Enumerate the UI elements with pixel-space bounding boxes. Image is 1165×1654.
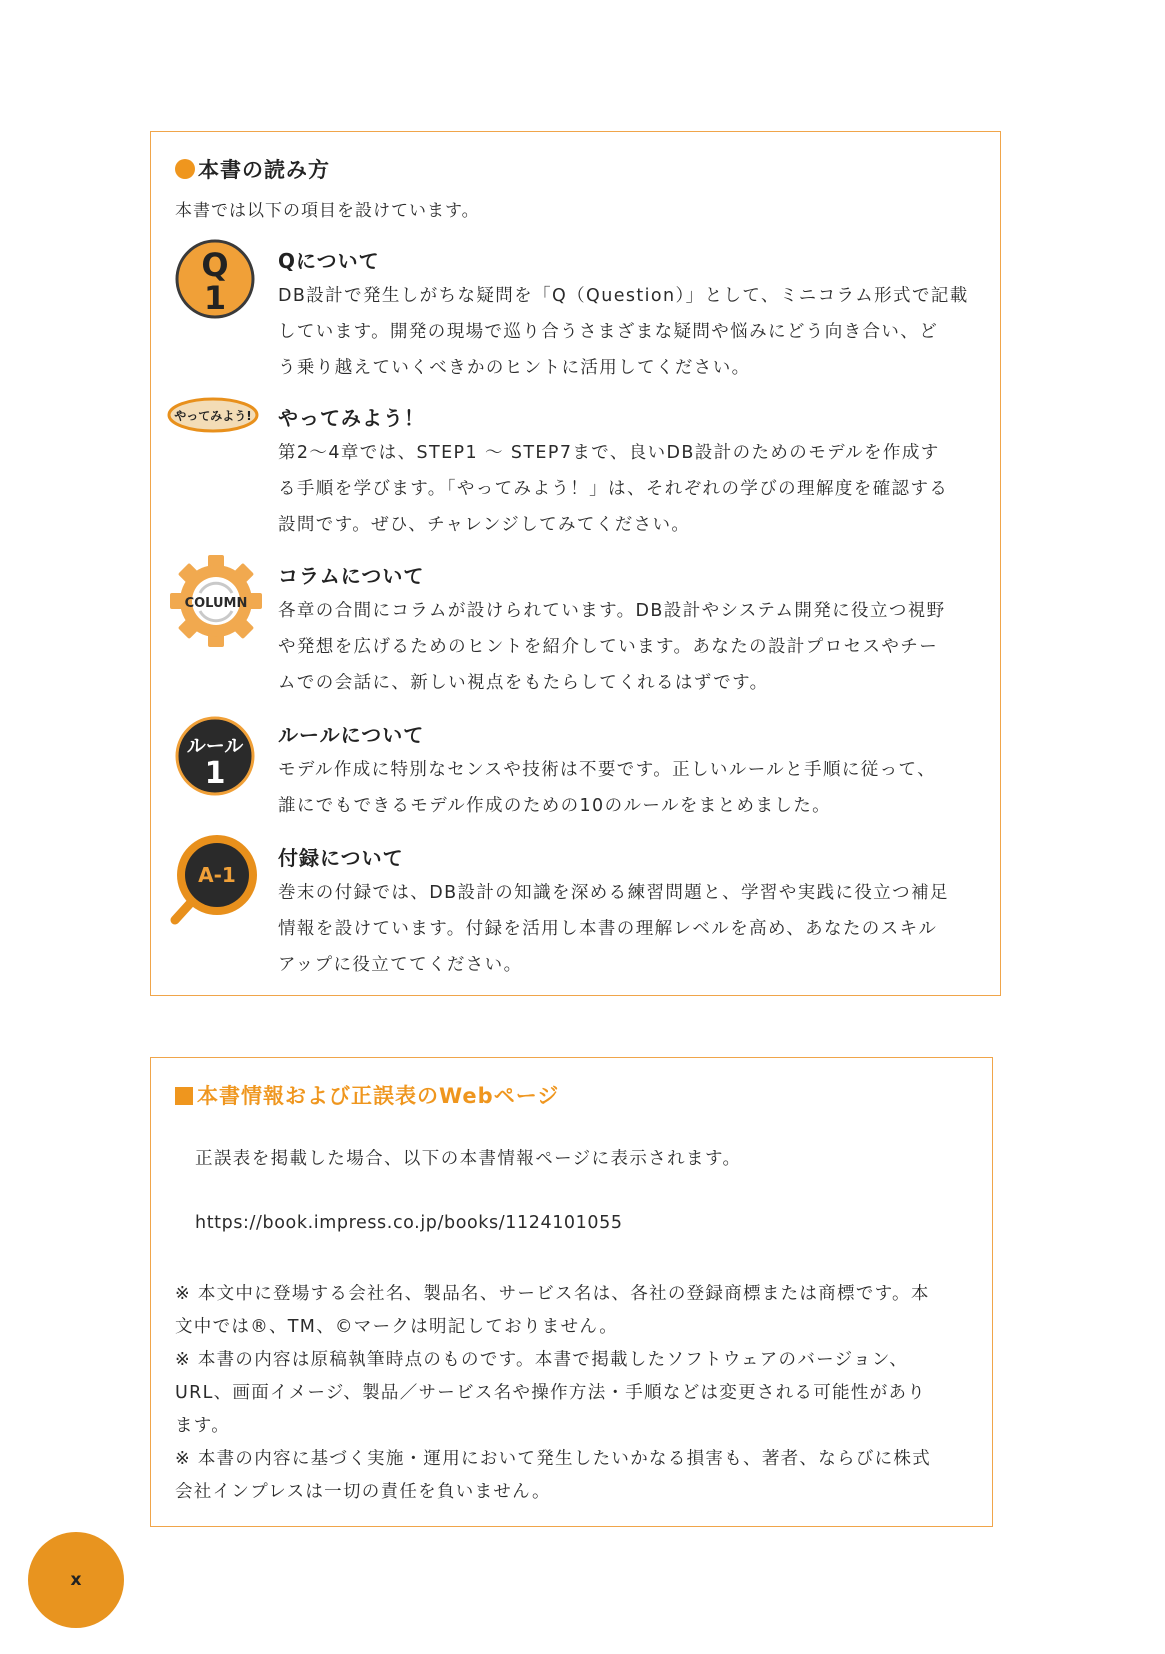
item-text-line: ムでの会話に、新しい視点をもたらしてくれるはずです。 [278, 673, 769, 693]
appendix-magnifier-icon [169, 830, 265, 930]
note-line: ※ 本書の内容に基づく実施・運用において発生したいかなる損害も、著者、ならびに株式 [175, 1449, 932, 1469]
note-line: ※ 本文中に登場する会社名、製品名、サービス名は、各社の登録商標または商標です。本 [175, 1284, 930, 1304]
notes-block [175, 1278, 931, 1509]
item-text-line: モデル作成に特別なセンスや技術は不要です。正しいルールと手順に従って、 [278, 760, 936, 780]
rule-badge-text: ルール [186, 735, 244, 757]
yattemiyou-badge-icon [166, 396, 260, 434]
yattemiyou-badge-text: やってみよう! [174, 409, 252, 423]
item-text-line: 各章の合間にコラムが設けられています。DB設計やシステム開発に役立つ視野 [278, 601, 946, 621]
item-text-line: 第2～4章では、STEP1 ～ STEP7まで、良いDB設計のためのモデルを作成す [278, 443, 940, 463]
q-badge-letter: Q [201, 246, 229, 284]
item-text-line: アップに役立ててください。 [278, 955, 523, 975]
note-line: 会社インプレスは一切の責任を負いません。 [175, 1482, 551, 1502]
q-badge-icon [175, 239, 255, 319]
item-text-line: DB設計で発生しがちな疑問を「Q（Question）」として、ミニコラム形式で記載 [278, 286, 969, 306]
q-badge-number: 1 [203, 279, 227, 317]
item-text-line: 情報を設けています。付録を活用し本書の理解レベルを高め、あなたのスキル [278, 919, 938, 939]
note-line: ※ 本書の内容は原稿執筆時点のものです。本書で掲載したソフトウェアのバージョン、 [175, 1350, 909, 1370]
item-text-line: 巻末の付録では、DB設計の知識を深める練習問題と、学習や実践に役立つ補足 [278, 883, 949, 903]
page-number: x [28, 1532, 124, 1628]
item-text-line: 誰にでもできるモデル作成のための10のルールをまとめました。 [278, 796, 832, 816]
book-info-url[interactable]: https://book.impress.co.jp/books/1124101055 [195, 1213, 623, 1233]
note-line: URL、画面イメージ、製品／サービス名や操作方法・手順などは変更される可能性があり [175, 1383, 927, 1403]
item-text-line: や発想を広げるためのヒントを紹介しています。あなたの設計プロセスやチー [278, 637, 939, 657]
reading-guide-intro: 本書では以下の項目を設けています。 [175, 201, 480, 221]
item-text-line: しています。開発の現場で巡り合うさまざまな疑問や悩みにどう向き合い、ど [278, 322, 939, 342]
item-title: 付録について [278, 846, 404, 870]
item-text-line: る手順を学びます。「やってみよう！」は、それぞれの学びの理解度を確認する [278, 479, 949, 499]
web-info-heading: 本書情報および正誤表のWebページ [175, 1080, 559, 1110]
rule-badge-number: 1 [204, 756, 226, 791]
item-title: コラムについて [278, 564, 425, 588]
square-bullet-icon [175, 1087, 193, 1105]
reading-guide-heading: 本書の読み方 [175, 154, 330, 184]
item-title: ルールについて [278, 723, 425, 747]
reading-guide-box [150, 131, 1001, 996]
item-text-line: う乗り越えていくべきかのヒントに活用してください。 [278, 358, 751, 378]
item-title: Qについて [278, 249, 380, 273]
item-title: やってみよう！ [278, 406, 425, 430]
appendix-badge-text: A-1 [198, 863, 236, 887]
item-text-line: 設問です。ぜひ、チャレンジしてみてください。 [278, 515, 691, 535]
column-badge-text: COLUMN [184, 596, 248, 611]
web-info-box [150, 1057, 993, 1527]
bullet-dot-icon [175, 159, 195, 179]
note-line: 文中では®、TM、©マークは明記しておりません。 [175, 1317, 619, 1337]
rule-badge-icon [175, 716, 255, 796]
column-gear-icon [168, 553, 264, 649]
note-line: ます。 [175, 1416, 230, 1436]
errata-text: 正誤表を掲載した場合、以下の本書情報ページに表示されます。 [195, 1149, 742, 1169]
